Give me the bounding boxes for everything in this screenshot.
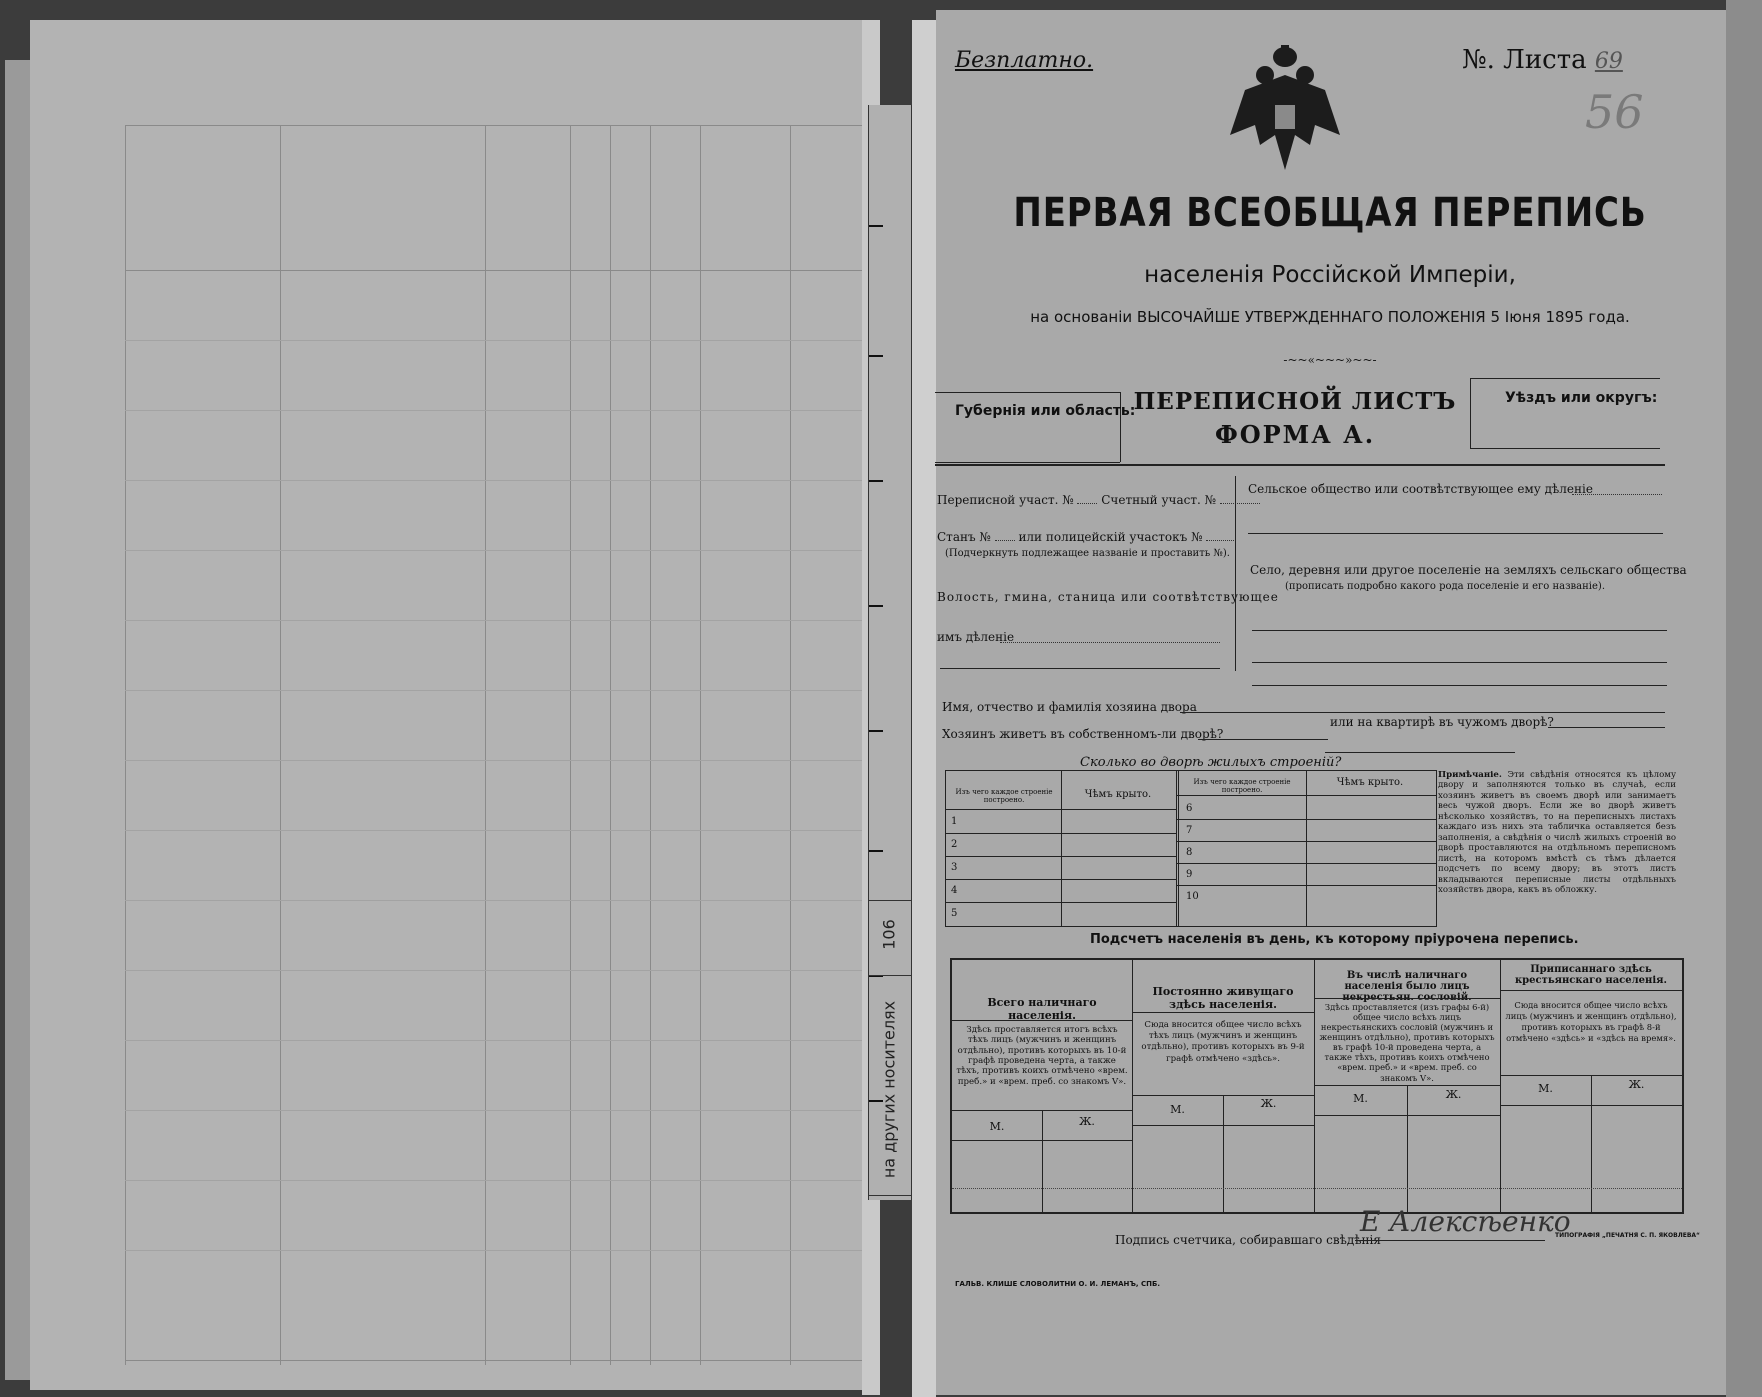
imprint-left: ГАЛЬВ. КЛИШЕ СЛОВОЛИТНИ О. И. ЛЕМАНЪ, СПБ. bbox=[955, 1280, 1161, 1288]
binding-fold bbox=[912, 20, 936, 1397]
buildings-row-10: 10 bbox=[1186, 891, 1199, 902]
underline-note: (Подчеркнуть подлежащее названіе и проставить №). bbox=[945, 548, 1230, 559]
population-col-1-desc: Здѣсь проставляется итогъ всѣхъ тѣхъ лицъ (мужчинъ и женщинъ отдѣльно), противъ которыхъ въ 10-й графѣ проведена черта, а также тѣхъ, противъ коихъ отмѣчено «врем. преб.» и «врем. преб. со знакомъ V». bbox=[956, 1025, 1128, 1087]
population-col-2-male: М. bbox=[1170, 1103, 1185, 1116]
note-block bbox=[1438, 770, 1676, 896]
ornament-divider: -~~«~~~»~~- bbox=[1283, 353, 1377, 367]
population-col-3-male: М. bbox=[1353, 1092, 1368, 1105]
buildings-row-6: 6 bbox=[1186, 803, 1193, 814]
population-col-3-female: Ж. bbox=[1445, 1088, 1462, 1101]
district-label: Уѣздъ или округъ: bbox=[1505, 390, 1658, 406]
population-col-1-female: Ж. bbox=[1079, 1115, 1095, 1128]
population-col-4-female: Ж. bbox=[1628, 1078, 1645, 1091]
binding-strip bbox=[868, 105, 912, 1200]
buildings-col-material-right: Изъ чего каждое строеніе построено. bbox=[1193, 778, 1291, 794]
strip-text: на других носителях bbox=[879, 1000, 899, 1179]
population-col-4-desc: Сюда вносится общее число всѣхъ лицъ (мужчинъ и женщинъ отдѣльно), противъ которыхъ въ графѣ 8-й отмѣчено «здѣсь» и «здѣсь на время». bbox=[1505, 1000, 1677, 1043]
census-section-label: Переписной участ. № bbox=[937, 493, 1074, 507]
buildings-row-2: 2 bbox=[951, 839, 958, 850]
owner-name-label: Имя, отчество и фамилія хозяина двора bbox=[942, 700, 1197, 714]
village-label: Село, деревня или другое поселеніе на земляхъ сельскаго общества bbox=[1250, 563, 1687, 577]
police-section-label: или полицейскій участокъ № bbox=[1018, 530, 1203, 544]
buildings-row-3: 3 bbox=[951, 862, 958, 873]
sheet-label-text: №. Листа bbox=[1462, 45, 1587, 75]
buildings-table bbox=[945, 770, 1437, 927]
imperial-eagle-icon bbox=[1225, 45, 1345, 175]
population-col-4-male: М. bbox=[1538, 1082, 1553, 1095]
population-col-4-title: Приписаннаго здѣсь крестьянскаго населенія. bbox=[1514, 964, 1668, 986]
form-name: ФОРМА А. bbox=[1214, 420, 1376, 449]
buildings-question: Сколько во дворѣ жилыхъ строеній? bbox=[1080, 755, 1342, 770]
fields-divider bbox=[1235, 476, 1236, 671]
other-yard-label: или на квартирѣ въ чужомъ дворѣ? bbox=[1330, 715, 1554, 729]
census-section-field bbox=[937, 493, 1260, 507]
note-heading: Примѣчаніе. bbox=[1438, 770, 1502, 780]
population-col-2-title: Постоянно живущаго здѣсь населенія. bbox=[1152, 985, 1294, 1011]
signature-label: Подпись счетчика, собиравшаго свѣдѣнія bbox=[1115, 1233, 1381, 1247]
population-col-1-male: М. bbox=[989, 1120, 1005, 1133]
population-col-2-female: Ж. bbox=[1260, 1097, 1277, 1110]
population-col-1-title: Всего наличнаго населенія. bbox=[987, 996, 1097, 1022]
left-page bbox=[30, 20, 870, 1390]
buildings-row-9: 9 bbox=[1186, 869, 1193, 880]
counting-section-label: Счетный участ. № bbox=[1101, 493, 1216, 507]
buildings-col-roof-left: Чѣмъ крыто. bbox=[1084, 789, 1152, 800]
sheet-label bbox=[1462, 45, 1623, 75]
buildings-col-material-left: Изъ чего каждое строеніе построено. bbox=[955, 788, 1053, 804]
buildings-row-1: 1 bbox=[951, 816, 958, 827]
signature-handwritten: Е Алексѣенко bbox=[1360, 1205, 1571, 1238]
population-table bbox=[950, 958, 1684, 1214]
form-title: ПЕРВАЯ ВСЕОБЩАЯ ПЕРЕПИСЬ bbox=[1013, 190, 1647, 236]
left-page-stack-edge bbox=[5, 60, 30, 1380]
sheet-title: ПЕРЕПИСНОЙ ЛИСТЪ bbox=[1133, 388, 1457, 415]
right-page-stack-edge bbox=[1726, 0, 1762, 1397]
province-label: Губернія или область: bbox=[955, 403, 1136, 419]
note-text: Эти свѣдѣнія относятся къ цѣлому двору и заполняются только въ случаѣ, если хозяинъ живетъ въ своемъ дворѣ или занимаетъ весь чужой дворъ. Если же во дворѣ живетъ нѣсколько хозяйствъ, то на переписныхъ листахъ каждаго изъ нихъ эта табличка оставляется безъ заполненія, а свѣдѣнія о числѣ жилыхъ строеній во дворѣ проставляются на отдѣльномъ переписномъ листѣ, на которомъ вмѣстѣ съ тѣмъ дѣлается подсчетъ по всему двору; въ этотъ листъ вкладываются переписные листы отдѣльныхъ хозяйствъ двора, какъ въ обложку. bbox=[1438, 770, 1676, 896]
sheet-number-handwritten: 69 bbox=[1594, 49, 1623, 74]
buildings-row-8: 8 bbox=[1186, 847, 1193, 858]
volost-label: Волость, гмина, станица или соотвѣтствующее bbox=[937, 590, 1279, 604]
stan-field bbox=[937, 530, 1236, 544]
page-number-handwritten: 56 bbox=[1585, 85, 1644, 139]
rural-society-label: Сельское общество или соотвѣтствующее ему дѣленіе bbox=[1248, 482, 1593, 496]
buildings-row-4: 4 bbox=[951, 885, 958, 896]
strip-number: 106 bbox=[879, 919, 899, 950]
imprint-right: ТИПОГРАФІЯ „ПЕЧАТНЯ С. П. ЯКОВЛЕВА“ bbox=[1555, 1232, 1700, 1239]
population-col-3-title: Въ числѣ наличнаго населенія было лицъ некрестьян. сословій. bbox=[1342, 970, 1472, 1003]
form-basis: на основаніи ВЫСОЧАЙШЕ УТВЕРЖДЕННАГО ПОЛОЖЕНІЯ 5 Іюня 1895 года. bbox=[1030, 308, 1630, 326]
form-subtitle: населенія Россійской Имперіи, bbox=[1144, 262, 1516, 288]
volost-cont-label: имъ дѣленіе bbox=[937, 630, 1015, 644]
free-label: Безплатно. bbox=[955, 48, 1094, 73]
population-col-3-desc: Здѣсь проставляется (изъ графы 6-й) общее число всѣхъ лицъ некрестьянскихъ сословій (мужчинъ и женщинъ отдѣльно), противъ которыхъ въ графѣ 10-й проведена черта, а также тѣхъ, противъ коихъ отмѣчено «врем. преб.» и «врем. преб. со знакомъ V». bbox=[1319, 1002, 1495, 1083]
population-heading: Подсчетъ населенія въ день, къ которому пріурочена перепись. bbox=[1090, 932, 1579, 947]
buildings-row-7: 7 bbox=[1186, 825, 1193, 836]
owner-lives-label: Хозяинъ живетъ въ собственномъ-ли дворѣ? bbox=[942, 727, 1224, 741]
population-col-2-desc: Сюда вносится общее число всѣхъ тѣхъ лицъ (мужчинъ и женщинъ отдѣльно), противъ которыхъ въ 9-й графѣ отмѣчено «здѣсь». bbox=[1141, 1020, 1305, 1064]
buildings-col-roof-right: Чѣмъ крыто. bbox=[1336, 777, 1404, 788]
stan-label: Станъ № bbox=[937, 530, 991, 544]
buildings-row-5: 5 bbox=[951, 908, 958, 919]
village-note: (прописать подробно какого рода поселеніе и его названіе). bbox=[1285, 581, 1605, 592]
